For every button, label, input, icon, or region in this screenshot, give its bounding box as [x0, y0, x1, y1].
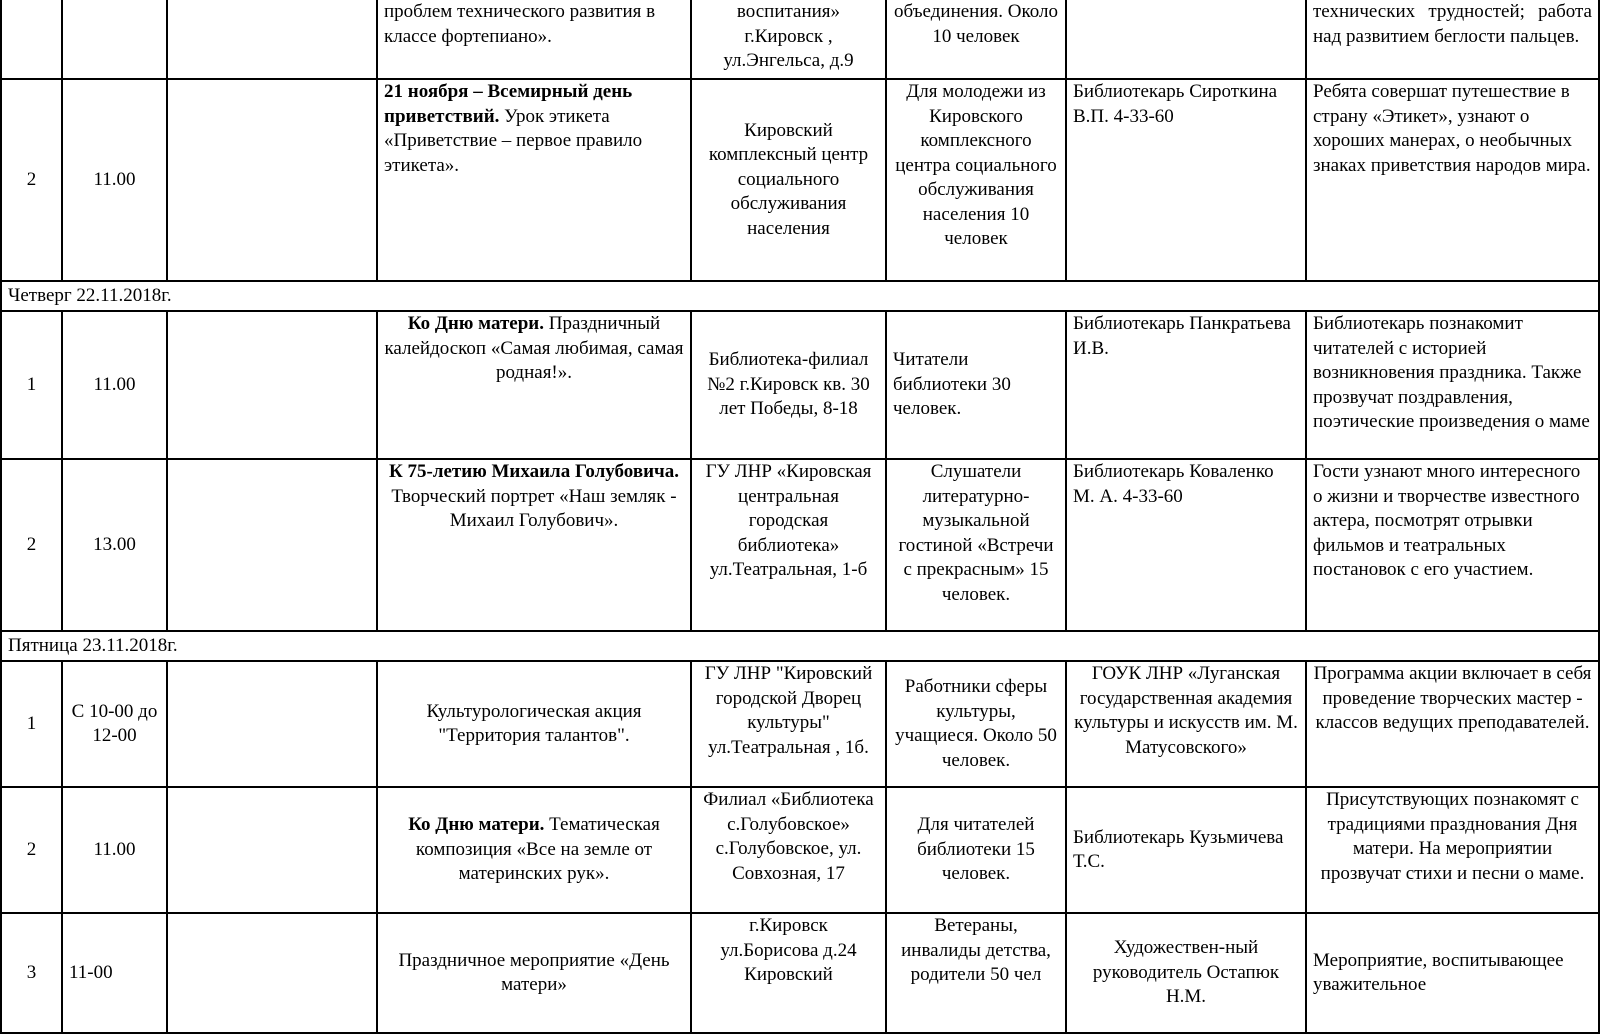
table-row	[1, 79, 1599, 281]
empty-cell	[167, 661, 377, 787]
responsible-cell: Библиотекарь Коваленко М. А. 4-33-60	[1066, 459, 1306, 631]
audience-cell: Слушатели литературно-музыкальной гостиной «Встречи с прекрасным» 15 человек.	[886, 459, 1066, 631]
audience-cell: Читатели библиотеки 30 человек.	[886, 311, 1066, 459]
row-number-cell: 2	[1, 459, 62, 631]
description-cell: Мероприятие, воспитывающее уважительное	[1306, 913, 1599, 1033]
event-title: К 75-летию Михаила Голубовича.	[388, 461, 679, 482]
description-cell: Библиотекарь познакомит читателей с историей возникновения праздника. Также прозвучат поздравления, поэтические произведения о маме	[1306, 311, 1599, 459]
table-row	[1, 311, 1599, 459]
responsible-cell: ГОУК ЛНР «Луганская государственная академия культуры и искусств им. М. Матусовского»	[1066, 661, 1306, 787]
empty-cell	[167, 913, 377, 1033]
event-cell	[377, 787, 691, 913]
event-text: Праздничный калейдоскоп «Самая любимая, самая родная!».	[384, 313, 684, 383]
responsible-cell: Библиотекарь Панкратьева И.В.	[1066, 311, 1306, 459]
description-cell: Ребята совершат путешествие в страну «Этикет», узнают о хороших манерах, о необычных знаках приветствия народов мира.	[1306, 79, 1599, 281]
table-row	[1, 913, 1599, 1033]
responsible-cell: Библиотекарь Кузьмичева Т.С.	[1066, 787, 1306, 913]
time-cell: 11.00	[62, 787, 167, 913]
day-header-row	[1, 631, 1599, 661]
event-title: Ко Дню матери.	[407, 313, 544, 334]
responsible-cell: Художествен-ный руководитель Остапюк Н.М.	[1066, 913, 1306, 1033]
venue-cell: ГУ ЛНР "Кировский городской Дворец культуры" ул.Театральная , 1б.	[691, 661, 886, 787]
event-cell	[377, 311, 691, 459]
event-cell	[377, 0, 691, 79]
row-number-cell: 3	[1, 913, 62, 1033]
event-cell	[377, 79, 691, 281]
audience-cell: Для читателей библиотеки 15 человек.	[886, 787, 1066, 913]
event-text: Урок этикета «Приветствие – первое правило этикета».	[384, 105, 643, 176]
venue-cell: Кировский комплексный центр социального обслуживания населения	[691, 79, 886, 281]
time-cell: 11-00	[62, 913, 167, 1033]
event-cell: Культурологическая акция "Территория талантов".	[377, 661, 691, 787]
venue-cell: Библиотека-филиал №2 г.Кировск кв. 30 лет Победы, 8-18	[691, 311, 886, 459]
row-number-cell: 1	[1, 661, 62, 787]
venue-cell: ГУ ЛНР «Кировская центральная городская библиотека» ул.Театральная, 1-б	[691, 459, 886, 631]
audience-cell: объединения. Около 10 человек	[886, 0, 1066, 79]
venue-cell: Филиал «Библиотека с.Голубовское» с.Голубовское, ул. Совхозная, 17	[691, 787, 886, 913]
description-cell: Программа акции включает в себя проведение творческих мастер - классов ведущих преподавателей.	[1306, 661, 1599, 787]
audience-cell: Для молодежи из Кировского комплексного центра социального обслуживания населения 10 человек	[886, 79, 1066, 281]
table-row	[1, 459, 1599, 631]
day-header: Четверг 22.11.2018г.	[1, 281, 1599, 311]
description-cell: Присутствующих познакомят с традициями празднования Дня матери. На мероприятии прозвучат стихи и песни о маме.	[1306, 787, 1599, 913]
description-cell: Гости узнают много интересного о жизни и творчестве известного актера, посмотрят отрывки фильмов и театральных постановок с его участием.	[1306, 459, 1599, 631]
row-number-cell: 1	[1, 311, 62, 459]
time-cell: 11.00	[62, 79, 167, 281]
empty-cell	[167, 311, 377, 459]
empty-cell	[167, 0, 377, 79]
table-row	[1, 787, 1599, 913]
time-cell: 13.00	[62, 459, 167, 631]
event-text: Творческий портрет «Наш земляк - Михаил Голубович».	[391, 485, 677, 531]
event-cell: Праздничное мероприятие «День матери»	[377, 913, 691, 1033]
audience-cell: Работники сферы культуры, учащиеся. Около 50 человек.	[886, 661, 1066, 787]
venue-cell: г.Кировск ул.Борисова д.24 Кировский	[691, 913, 886, 1033]
event-title: 21 ноября – Всемирный день приветствий.	[384, 81, 633, 127]
empty-cell	[167, 459, 377, 631]
audience-cell: Ветераны, инвалиды детства, родители 50 чел	[886, 913, 1066, 1033]
event-text: проблем технического развития в классе фортепиано».	[384, 1, 656, 47]
venue-cell: воспитания» г.Кировск , ул.Энгельса, д.9	[691, 0, 886, 79]
description-cell: технических трудностей; работа над развитием беглости пальцев.	[1306, 0, 1599, 79]
event-cell	[377, 459, 691, 631]
event-title: Ко Дню матери.	[408, 814, 545, 836]
empty-cell	[167, 787, 377, 913]
time-cell: 11.00	[62, 311, 167, 459]
responsible-cell	[1066, 0, 1306, 79]
table-row	[1, 0, 1599, 79]
time-cell	[62, 0, 167, 79]
responsible-cell: Библиотекарь Сироткина В.П. 4-33-60	[1066, 79, 1306, 281]
day-header-row	[1, 281, 1599, 311]
row-number-cell: 2	[1, 787, 62, 913]
event-text: Тематическая композиция «Все на земле от материнских рук».	[415, 814, 660, 885]
empty-cell	[167, 79, 377, 281]
row-number-cell: 2	[1, 79, 62, 281]
row-number-cell	[1, 0, 62, 79]
day-header: Пятница 23.11.2018г.	[1, 631, 1599, 661]
time-cell: С 10-00 до 12-00	[62, 661, 167, 787]
table-row	[1, 661, 1599, 787]
